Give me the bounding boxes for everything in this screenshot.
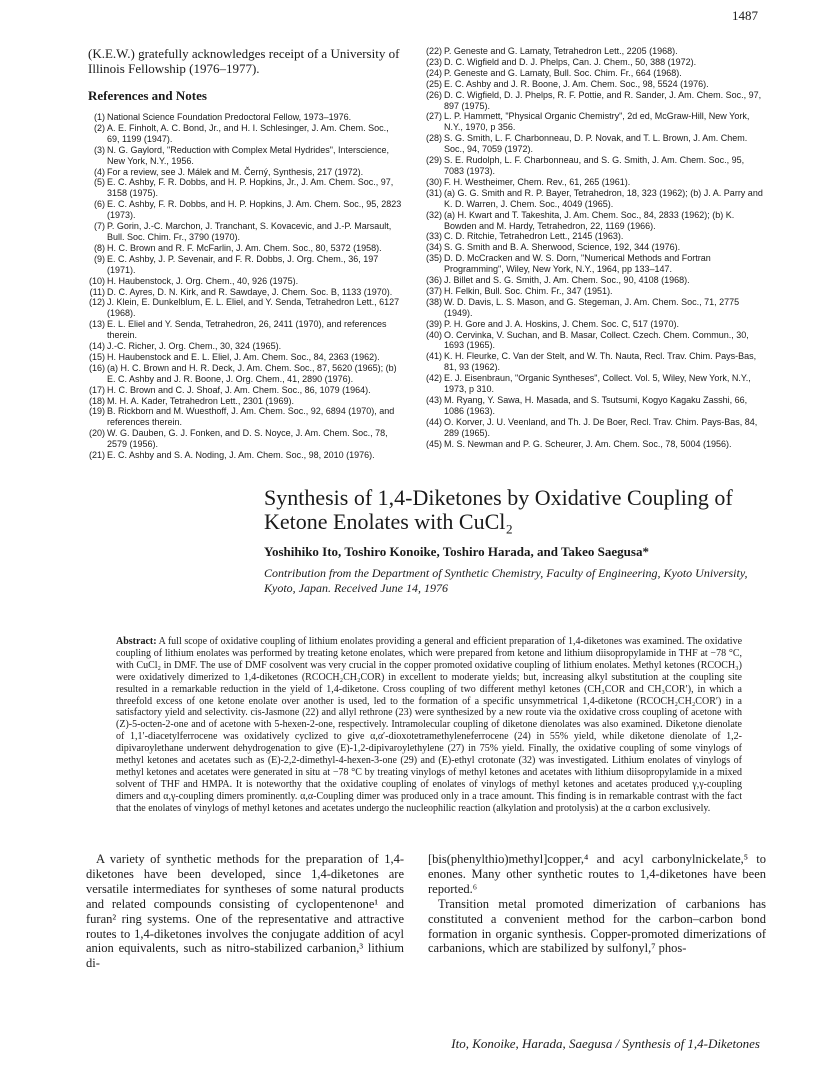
reference-item <box>422 68 764 79</box>
reference-item <box>422 210 764 232</box>
reference-text: M. S. Newman and P. G. Scheurer, J. Am. Chem. Soc., 78, 5004 (1956). <box>444 438 732 449</box>
reference-number: (14) <box>88 341 105 352</box>
reference-text: E. L. Eliel and Y. Senda, Tetrahedron, 26, 2411 (1970), and references therein. <box>107 319 387 341</box>
reference-text: E. C. Ashby, F. R. Dobbs, and H. P. Hopkins, Jr., J. Am. Chem. Soc., 97, 3158 (1975). <box>107 177 394 199</box>
reference-item <box>88 363 402 385</box>
body-paragraph: [bis(phenylthio)methyl]copper,⁴ and acyl carbonylnickelate,⁵ to enones. Many other synthetic routes to 1,4-diketones have been reported.⁶ <box>428 852 766 896</box>
reference-number: (22) <box>425 46 442 56</box>
references-list-right <box>422 46 764 450</box>
reference-text: M. H. A. Kader, Tetrahedron Lett., 2301 (1969). <box>107 395 294 406</box>
reference-number: (7) <box>94 221 105 232</box>
reference-text: H. Haubenstock and E. L. Eliel, J. Am. Chem. Soc., 84, 2363 (1962). <box>107 351 380 362</box>
reference-number: (17) <box>88 384 105 395</box>
reference-number: (3) <box>94 144 105 155</box>
reference-text: M. Ryang, Y. Sawa, H. Masada, and S. Tsutsumi, Kogyo Kagaku Zasshi, 66, 1086 (1963). <box>444 395 748 416</box>
reference-item <box>422 330 764 352</box>
reference-item <box>88 123 402 145</box>
reference-item <box>422 319 764 330</box>
reference-number: (37) <box>425 285 442 296</box>
reference-item <box>88 243 402 254</box>
reference-text: H. C. Brown and C. J. Shoaf, J. Am. Chem. Soc., 86, 1079 (1964). <box>107 384 371 395</box>
reference-item <box>88 385 402 396</box>
reference-item <box>422 286 764 297</box>
reference-text: (a) H. Kwart and T. Takeshita, J. Am. Chem. Soc., 84, 2833 (1962); (b) K. Bowden and M. Hardy, Tetrahedron, 22, 1169 (1966). <box>444 209 735 231</box>
reference-item <box>88 145 402 167</box>
reference-text: K. H. Fleurke, C. Van der Stelt, and W. Th. Nauta, Recl. Trav. Chim. Pays-Bas, 81, 93 (1962). <box>444 351 757 373</box>
reference-number: (2) <box>94 122 105 133</box>
reference-number: (43) <box>425 395 442 405</box>
reference-item <box>422 90 764 112</box>
references-list-left <box>88 112 402 461</box>
reference-number: (13) <box>88 319 105 330</box>
page-number: 1487 <box>732 8 758 23</box>
reference-number: (35) <box>425 253 442 264</box>
reference-text: O. Cervinka, V. Suchan, and B. Masar, Collect. Czech. Chem. Commun., 30, 1693 (1965). <box>444 329 749 351</box>
reference-item <box>422 297 764 319</box>
reference-number: (24) <box>425 67 442 78</box>
reference-item <box>88 112 402 123</box>
reference-number: (25) <box>425 78 442 89</box>
reference-number: (28) <box>425 133 442 144</box>
reference-item <box>88 352 402 363</box>
reference-text: H. Felkin, Bull. Soc. Chim. Fr., 347 (1951). <box>444 285 613 296</box>
abstract <box>116 636 742 815</box>
reference-text: D. C. Ayres, D. N. Kirk, and R. Sawdaye, J. Chem. Soc. B, 1133 (1970). <box>107 286 393 297</box>
reference-number: (16) <box>88 362 105 373</box>
reference-item <box>88 406 402 428</box>
reference-item <box>422 439 764 450</box>
reference-text: P. Geneste and G. Lamaty, Bull. Soc. Chim. Fr., 664 (1968). <box>444 67 682 78</box>
reference-text: H. C. Brown and R. F. McFarlin, J. Am. Chem. Soc., 80, 5372 (1958). <box>107 242 382 253</box>
reference-item <box>422 177 764 188</box>
reference-text: S. G. Smith, L. F. Charbonneau, D. P. Novak, and T. L. Brown, J. Am. Chem. Soc., 94, 7059 (1972). <box>444 133 748 155</box>
reference-item <box>422 395 764 417</box>
reference-item <box>422 188 764 210</box>
reference-number: (29) <box>425 155 442 166</box>
reference-item <box>422 231 764 242</box>
reference-number: (20) <box>88 428 105 439</box>
reference-text: J. Billet and S. G. Smith, J. Am. Chem. Soc., 90, 4108 (1968). <box>444 275 690 286</box>
reference-item <box>422 57 764 68</box>
reference-text: P. H. Gore and J. A. Hoskins, J. Chem. Soc. C, 517 (1970). <box>444 318 679 329</box>
reference-text: J. Klein, E. Dunkelblum, E. L. Eliel, and Y. Senda, Tetrahedron Lett., 6127 (1968). <box>107 297 400 319</box>
reference-text: O. Korver, J. U. Veenland, and Th. J. De Boer, Recl. Trav. Chim. Pays-Bas, 84, 289 (1965). <box>444 416 758 438</box>
reference-item <box>88 254 402 276</box>
reference-item <box>88 428 402 450</box>
reference-text: B. Rickborn and M. Wuesthoff, J. Am. Chem. Soc., 92, 6894 (1970), and references therein. <box>107 406 395 428</box>
reference-number: (23) <box>425 56 442 67</box>
reference-text: E. J. Eisenbraun, "Organic Syntheses", Collect. Vol. 5, Wiley, New York, N.Y., 1973, p 310. <box>444 373 751 395</box>
reference-item <box>88 167 402 178</box>
reference-number: (44) <box>425 416 442 427</box>
body-text-left: A variety of synthetic methods for the preparation of 1,4-diketones have been developed, since 1,4-diketones are versatile intermediates for syntheses of some natural products and related compounds consisting of cyclopentenone¹ and furan² ring systems. One of the representative and attractive routes to 1,4-diketones involves the conjugate addition of acyl anion equivalents, such as nitro-stabilized carbanion,³ lithium di- <box>86 852 404 971</box>
reference-text: D. C. Wigfield, D. J. Phelps, R. F. Pottie, and R. Sander, J. Am. Chem. Soc., 97, 897 (1975). <box>444 89 762 111</box>
left-reference-column <box>88 46 402 461</box>
reference-number: (11) <box>89 286 105 297</box>
reference-item <box>88 319 402 341</box>
reference-item <box>88 199 402 221</box>
reference-item <box>422 155 764 177</box>
reference-item <box>88 341 402 352</box>
reference-number: (9) <box>94 253 105 264</box>
reference-text: E. C. Ashby and S. A. Noding, J. Am. Chem. Soc., 98, 2010 (1976). <box>107 450 375 461</box>
reference-text: D. D. McCracken and W. S. Dorn, "Numerical Methods and Fortran Programming", Wiley, New York, N.Y., 1964, pp 133–147. <box>444 253 711 275</box>
reference-text: D. C. Wigfield and D. J. Phelps, Can. J. Chem., 50, 388 (1972). <box>444 56 697 67</box>
reference-text: C. D. Ritchie, Tetrahedron Lett., 2145 (1963). <box>444 231 624 242</box>
article-authors: Yoshihiko Ito, Toshiro Konoike, Toshiro Harada, and Takeo Saegusa* <box>264 544 649 559</box>
abstract-text: A full scope of oxidative coupling of lithium enolates providing a general and efficient preparation of 1,4-diketones was examined. The oxidative coupling of lithium enolates was performed by treating ketone enolates, which were prepared from ketone and lithium diisopropylamide in THF at −78 °C, with CuCl₂ in DMF. The use of DMF cosolvent was very crucial in the copper promoted oxidative coupling of lithium enolates. Methyl ketones (RCOCH₃) were oxidatively dimerized to 1,4-diketones (RCOCH₂CH₂COR) in excellent to moderate yields; but, increasing alkyl substitution at the coupling site resulted in a remarkable reduction in the yield of 1,4-diketone. Cross coupling of two different methyl ketones (CH₃COR and CH₃COR′), in which a threefold excess of one ketone enolate over another is used, led to the formation of a specific unsymmetrical 1,4-diketone (RCOCH₂CH₂COR′) in a satisfactory yield and selectivity. cis-Jasmone (22) and allyl rethrone (23) were synthesized by a new route via the oxidative cross coupling of acetone with (Z)-5-octen-2-one and of acetone with 5-hexen-2-one, respectively. Intramolecular coupling of diketone dienolates was also examined. Diketone dienolate of 1,1′-diacetylferrocene was oxidatively cyclized to give α,α′-dioxotetramethyleneferrocene (24) in 55% yield, while diketone dienolate of 1,2-dipivaroylethane underwent dehydrogenation to give (E)-1,2-dipivaroylethylene (27) in 75% yield. Finally, the oxidative coupling of some vinylogs of methyl ketones and acetates such as (E)-2,2-dimethyl-4-hexen-3-one (29) and (E)-ethyl crotonate (32) was investigated. Lithium enolates of vinylogs of methyl ketones and acetates were generated in situ at −78 °C by treating vinylogs of methyl ketones and acetates with lithium diisopropylamide in a mixed solvent of THF and HMPA. It is noteworthy that the oxidative coupling of enolates of vinylogs of methyl ketones and acetates produced γ,γ-coupling dimers and α,γ-coupling dimers prominently. α,α-Coupling dimer was produced only in a trace amount. This finding is in remarkable contrast with the fact that the enolates of vinylogs of methyl ketones and acetates undergo the nucleophilic reaction (alkylation and protolysis) at the α carbon exclusively. <box>116 636 743 814</box>
reference-item <box>88 221 402 243</box>
reference-number: (5) <box>94 177 105 188</box>
reference-number: (41) <box>425 351 442 362</box>
reference-number: (12) <box>88 297 105 308</box>
reference-text: (a) H. C. Brown and H. R. Deck, J. Am. Chem. Soc., 87, 5620 (1965); (b) E. C. Ashby and J. R. Boone, J. Org. Chem., 41, 2890 (1976). <box>107 362 397 384</box>
reference-text: H. Haubenstock, J. Org. Chem., 40, 926 (1975). <box>107 275 299 286</box>
reference-number: (26) <box>425 89 442 100</box>
reference-text: W. G. Dauben, G. J. Fonken, and D. S. Noyce, J. Am. Chem. Soc., 78, 2579 (1956). <box>107 428 388 450</box>
reference-number: (15) <box>88 351 105 362</box>
body-text-right <box>428 852 766 956</box>
reference-item <box>422 275 764 286</box>
reference-text: For a review, see J. Málek and M. Černý, Synthesis, 217 (1972). <box>107 166 364 177</box>
reference-number: (39) <box>425 318 442 329</box>
reference-text: E. C. Ashby, J. P. Sevenair, and F. R. Dobbs, J. Org. Chem., 36, 197 (1971). <box>107 253 379 275</box>
reference-text: E. C. Ashby, F. R. Dobbs, and H. P. Hopkins, J. Am. Chem. Soc., 95, 2823 (1973). <box>107 199 402 221</box>
reference-text: S. G. Smith and B. A. Sherwood, Science, 192, 344 (1976). <box>444 242 681 253</box>
reference-number: (6) <box>94 199 105 210</box>
reference-text: J.-C. Richer, J. Org. Chem., 30, 324 (1965). <box>107 341 282 352</box>
reference-number: (4) <box>94 166 105 177</box>
reference-number: (34) <box>425 242 442 253</box>
reference-text: A. E. Finholt, A. C. Bond, Jr., and H. I. Schlesinger, J. Am. Chem. Soc., 69, 1199 (1947). <box>107 122 389 144</box>
reference-number: (19) <box>88 406 105 417</box>
reference-number: (33) <box>425 231 442 242</box>
reference-text: E. C. Ashby and J. R. Boone, J. Am. Chem. Soc., 98, 5524 (1976). <box>444 78 709 89</box>
reference-item <box>88 276 402 287</box>
reference-item <box>88 450 402 461</box>
reference-item <box>422 111 764 133</box>
reference-number: (45) <box>425 438 442 449</box>
reference-item <box>88 287 402 298</box>
reference-text: National Science Foundation Predoctoral Fellow, 1973–1976. <box>107 112 352 122</box>
reference-item <box>88 177 402 199</box>
reference-number: (38) <box>425 296 442 307</box>
article-title: Synthesis of 1,4-Diketones by Oxidative Coupling of Ketone Enolates with CuCl₂ <box>264 485 733 534</box>
reference-number: (31) <box>425 187 442 198</box>
reference-number: (1) <box>94 112 105 122</box>
reference-text: (a) G. G. Smith and R. P. Bayer, Tetrahedron, 18, 323 (1962); (b) J. A. Parry and K. D. Warren, J. Chem. Soc., 4049 (1965). <box>444 187 763 209</box>
reference-item <box>422 253 764 275</box>
reference-item <box>422 133 764 155</box>
running-footer: Ito, Konoike, Harada, Saegusa / Synthesis of 1,4-Diketones <box>451 1036 760 1051</box>
reference-text: P. Geneste and G. Lamaty, Tetrahedron Lett., 2205 (1968). <box>444 46 678 56</box>
reference-number: (32) <box>425 209 442 220</box>
reference-number: (40) <box>425 329 442 340</box>
reference-text: F. H. Westheimer, Chem. Rev., 61, 265 (1961). <box>444 176 631 187</box>
reference-number: (10) <box>88 275 105 286</box>
reference-number: (27) <box>425 111 442 122</box>
reference-text: L. P. Hammett, "Physical Organic Chemistry", 2d ed, McGraw-Hill, New York, N.Y., 1970, p 356. <box>444 111 750 133</box>
article-affiliation: Contribution from the Department of Synthetic Chemistry, Faculty of Engineering, Kyoto University, Kyoto, Japan. Received June 14, 1976 <box>264 566 748 595</box>
reference-number: (8) <box>94 242 105 253</box>
reference-number: (21) <box>88 450 105 461</box>
reference-text: S. E. Rudolph, L. F. Charbonneau, and S. G. Smith, J. Am. Chem. Soc., 95, 7083 (1973). <box>444 155 745 176</box>
reference-number: (42) <box>425 373 442 384</box>
reference-text: N. G. Gaylord, "Reduction with Complex Metal Hydrides", Interscience, New York, N.Y., 1956. <box>107 144 389 166</box>
reference-text: W. D. Davis, L. S. Mason, and G. Stegeman, J. Am. Chem. Soc., 71, 2775 (1949). <box>444 296 740 318</box>
right-reference-column <box>422 46 764 450</box>
reference-text: P. Gorin, J.-C. Marchon, J. Tranchant, S. Kovacevic, and J.-P. Marsault, Bull. Soc. Chim. Fr., 3790 (1970). <box>107 221 392 242</box>
references-heading: References and Notes <box>88 88 207 103</box>
reference-item <box>422 79 764 90</box>
reference-item <box>422 242 764 253</box>
reference-item <box>422 373 764 395</box>
abstract-label: Abstract: <box>116 636 157 647</box>
body-paragraph: Transition metal promoted dimerization of carbanions has constituted a convenient method for the carbon–carbon bond formation in organic synthesis. Copper-promoted dimerizations of carbanions, which are stabilized by sulfonyl,⁷ phos- <box>428 896 766 956</box>
acknowledgment-text: (K.E.W.) gratefully acknowledges receipt of a University of Illinois Fellowship (1976–1977). <box>88 46 400 76</box>
reference-item <box>422 46 764 57</box>
reference-number: (36) <box>425 275 442 286</box>
reference-item <box>88 297 402 319</box>
reference-item <box>88 396 402 407</box>
reference-number: (18) <box>88 395 105 406</box>
reference-item <box>422 351 764 373</box>
reference-number: (30) <box>425 176 442 187</box>
reference-item <box>422 417 764 439</box>
